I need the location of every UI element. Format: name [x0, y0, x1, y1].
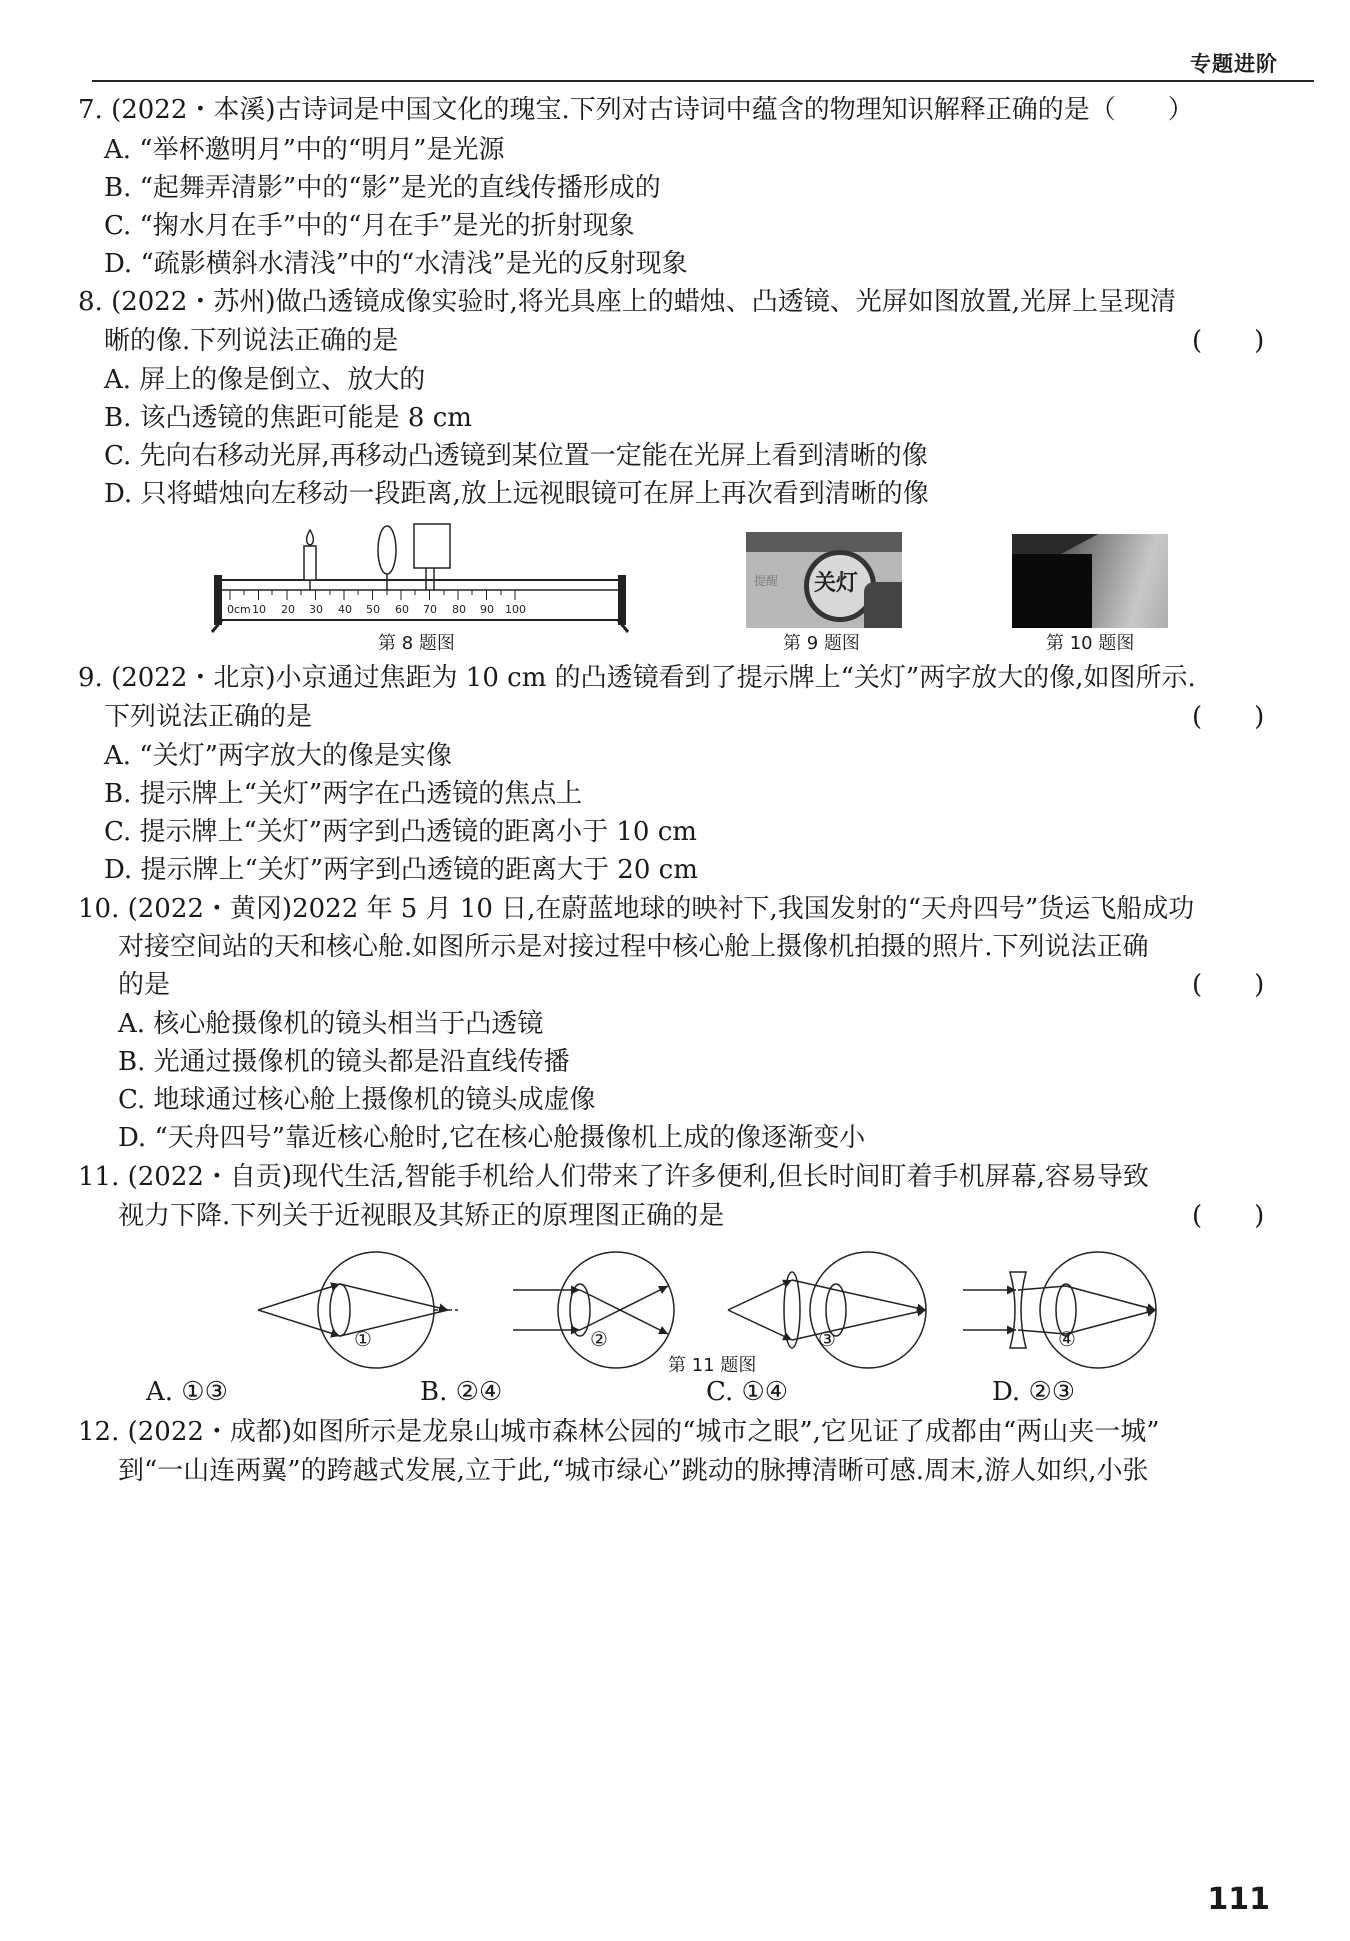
eye-label-2: ②	[590, 1327, 608, 1351]
q7-option-c: C. “掬水月在手”中的“月在手”是光的折射现象	[104, 211, 635, 241]
q11-answer-slot: ( )	[1192, 1201, 1265, 1231]
fig9-sign-small-text: 提醒	[754, 574, 779, 588]
q10-option-d: D. “天舟四号”靠近核心舱时,它在核心舱摄像机上成的像逐渐变小	[118, 1123, 866, 1153]
fig9-caption: 第 9 题图	[783, 633, 860, 654]
section-label: 专题进阶	[1190, 52, 1278, 76]
q8-option-d: D. 只将蜡烛向左移动一段距离,放上远视眼镜可在屏上再次看到清晰的像	[104, 479, 929, 509]
fig10-caption: 第 10 题图	[1046, 633, 1135, 654]
q7-stem: 7. (2022・本溪)古诗词是中国文化的瑰宝.下列对古诗词中蕴含的物理知识解释正确的是（ ）	[78, 95, 1194, 125]
q11-option-b: B. ②④	[420, 1377, 503, 1407]
eye-label-4: ④	[1058, 1327, 1076, 1351]
fig9-sign-text: 关灯	[814, 571, 859, 596]
q7-option-a: A. “举杯邀明月”中的“明月”是光源	[104, 135, 505, 165]
ruler-tick-50: 50	[366, 603, 380, 616]
bench-left-stand	[214, 575, 222, 625]
q8-answer-slot: ( )	[1192, 326, 1265, 356]
q7-option-b: B. “起舞弄清影”中的“影”是光的直线传播形成的	[104, 173, 661, 203]
q8-stem-line2: 晰的像.下列说法正确的是	[104, 326, 399, 356]
q8-option-b: B. 该凸透镜的焦距可能是 8 cm	[104, 403, 472, 433]
fig11-caption: 第 11 题图	[668, 1355, 757, 1376]
eye-label-1: ①	[354, 1327, 372, 1351]
ruler-tick-100: 100	[505, 603, 526, 616]
q10-option-c: C. 地球通过核心舱上摄像机的镜头成虚像	[118, 1085, 596, 1115]
q10-stem-line2: 对接空间站的天和核心舱.如图所示是对接过程中核心舱上摄像机拍摄的照片.下列说法正确	[118, 932, 1149, 962]
q9-option-d: D. 提示牌上“关灯”两字到凸透镜的距离大于 20 cm	[104, 855, 698, 885]
q9-option-c: C. 提示牌上“关灯”两字到凸透镜的距离小于 10 cm	[104, 817, 697, 847]
q10-option-b: B. 光通过摄像机的镜头都是沿直线传播	[118, 1047, 570, 1077]
ruler-tick-20: 20	[281, 603, 295, 616]
eye-diagrams-figure	[258, 1250, 1178, 1370]
q11-stem-line1: 11. (2022・自贡)现代生活,智能手机给人们带来了许多便利,但长时间盯着手机屏幕,容易导致	[78, 1162, 1149, 1192]
optical-bench-figure	[200, 520, 630, 640]
q9-answer-slot: ( )	[1192, 702, 1265, 732]
ruler-tick-70: 70	[423, 603, 437, 616]
fig9-photo	[746, 532, 902, 628]
q8-option-c: C. 先向右移动光屏,再移动凸透镜到某位置一定能在光屏上看到清晰的像	[104, 441, 928, 471]
q11-option-d: D. ②③	[992, 1377, 1076, 1407]
ruler-tick-30: 30	[309, 603, 323, 616]
q9-stem-line2: 下列说法正确的是	[104, 702, 313, 732]
q10-stem-line1: 10. (2022・黄冈)2022 年 5 月 10 日,在蔚蓝地球的映衬下,我国发射的“天舟四号”货运飞船成功	[78, 894, 1195, 924]
q7-option-d: D. “疏影横斜水清浅”中的“水清浅”是光的反射现象	[104, 249, 688, 279]
ruler-tick-40: 40	[338, 603, 352, 616]
q8-option-a: A. 屏上的像是倒立、放大的	[104, 365, 426, 395]
ruler-tick-80: 80	[452, 603, 466, 616]
q12-stem-line2: 到“一山连两翼”的跨越式发展,立于此,“城市绿心”跳动的脉搏清晰可感.周末,游人如织,小张	[118, 1456, 1149, 1486]
bench-rail	[220, 580, 620, 620]
ruler-tick-90: 90	[480, 603, 494, 616]
ruler-tick-10: 10	[252, 603, 266, 616]
q10-answer-slot: ( )	[1192, 970, 1265, 1000]
q8-stem-line1: 8. (2022・苏州)做凸透镜成像实验时,将光具座上的蜡烛、凸透镜、光屏如图放置,光屏上呈现清	[78, 287, 1177, 317]
q11-option-a: A. ①③	[146, 1377, 228, 1407]
header-rule	[92, 80, 1314, 82]
q9-option-b: B. 提示牌上“关灯”两字在凸透镜的焦点上	[104, 779, 583, 809]
q11-stem-line2: 视力下降.下列关于近视眼及其矫正的原理图正确的是	[118, 1201, 725, 1231]
q9-stem-line1: 9. (2022・北京)小京通过焦距为 10 cm 的凸透镜看到了提示牌上“关灯”两字放大的像,如图所示.	[78, 663, 1196, 693]
fig10-photo	[1012, 534, 1168, 628]
ruler-tick-60: 60	[395, 603, 409, 616]
q10-option-a: A. 核心舱摄像机的镜头相当于凸透镜	[118, 1009, 544, 1039]
eye-label-3: ③	[818, 1327, 836, 1351]
q11-option-c: C. ①④	[706, 1377, 789, 1407]
q9-option-a: A. “关灯”两字放大的像是实像	[104, 741, 452, 771]
bench-right-stand	[618, 575, 626, 625]
q10-stem-line3: 的是	[118, 970, 171, 1000]
ruler-tick-0: 0cm	[227, 603, 251, 616]
page-number: 111	[1207, 1882, 1270, 1917]
q12-stem-line1: 12. (2022・成都)如图所示是龙泉山城市森林公园的“城市之眼”,它见证了成都由“两山夹一城”	[78, 1417, 1160, 1447]
fig8-caption: 第 8 题图	[378, 633, 455, 654]
